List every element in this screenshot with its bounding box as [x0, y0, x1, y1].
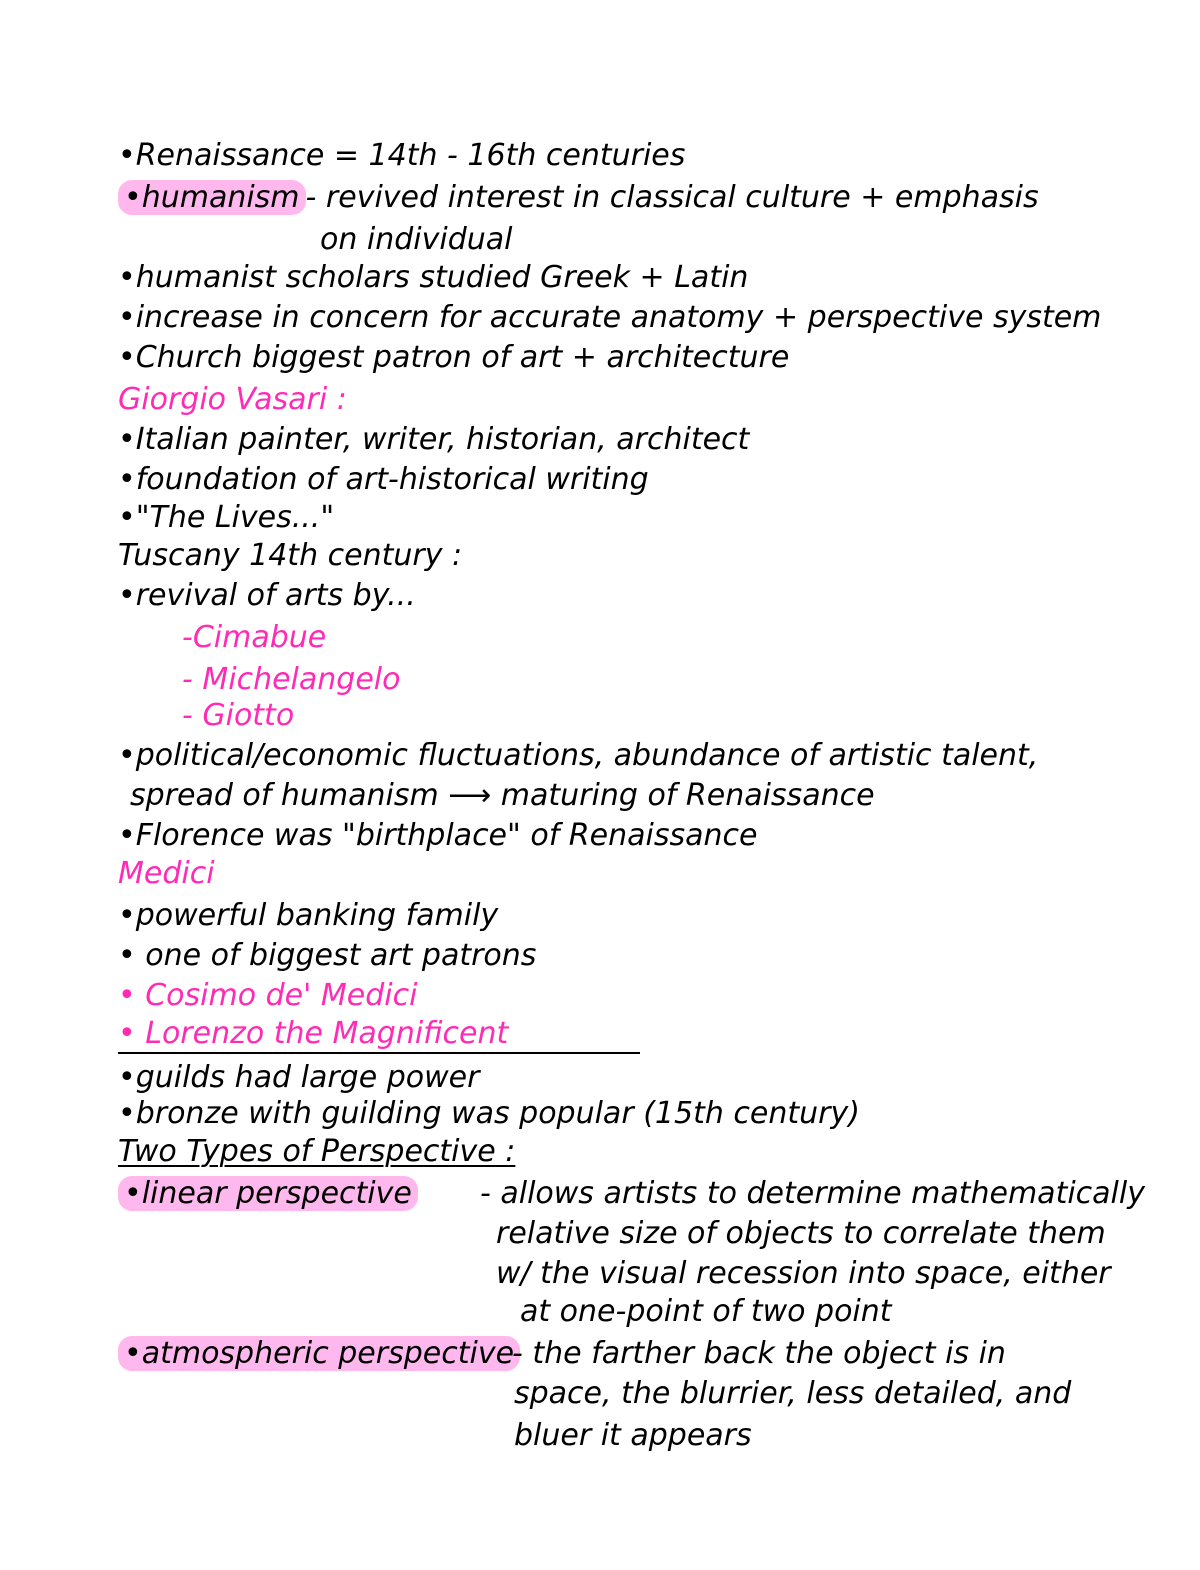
highlight-humanism: •humanism [118, 180, 306, 215]
note-renaissance: •Renaissance = 14th - 16th centuries [118, 138, 686, 173]
note-linear-perspective [118, 1176, 418, 1212]
linear-definition-3: w/ the visual recession into space, either [496, 1256, 1111, 1291]
note-revival: •revival of arts by... [118, 578, 416, 613]
linear-definition-1: - allows artists to determine mathematically [480, 1176, 1145, 1211]
heading-perspective: Two Types of Perspective : [118, 1134, 516, 1169]
highlight-linear-perspective: •linear perspective [118, 1176, 418, 1211]
note-humanist-scholars: •humanist scholars studied Greek + Latin [118, 260, 749, 295]
note-anatomy: •increase in concern for accurate anatomy + perspective system [118, 300, 1102, 335]
artist-cimabue: -Cimabue [182, 620, 327, 655]
atmospheric-definition-3: bluer it appears [514, 1418, 752, 1453]
note-bronze: •bronze with guilding was popular (15th century) [118, 1096, 860, 1131]
note-guilds: •guilds had large power [118, 1060, 480, 1095]
artist-giotto: - Giotto [182, 698, 295, 733]
linear-definition-4: at one-point of two point [520, 1294, 892, 1329]
note-medici-banking: •powerful banking family [118, 898, 499, 933]
note-atmospheric-perspective [118, 1336, 520, 1372]
heading-medici: Medici [118, 856, 215, 891]
note-political-cont: spread of humanism ⟶ maturing of Renaissance [130, 778, 875, 813]
note-church: •Church biggest patron of art + architecture [118, 340, 790, 375]
note-vasari-foundation: •foundation of art-historical writing [118, 462, 649, 497]
humanism-definition: - revived interest in classical culture + emphasis [305, 180, 1039, 215]
note-humanism [118, 180, 1039, 216]
note-florence: •Florence was "birthplace" of Renaissance [118, 818, 758, 853]
heading-vasari: Giorgio Vasari : [118, 382, 347, 417]
note-vasari-lives: •"The Lives..." [118, 500, 335, 535]
divider-line [118, 1052, 640, 1054]
medici-lorenzo: • Lorenzo the Magnificent [118, 1016, 509, 1051]
atmospheric-definition-1: - the farther back the object is in [512, 1336, 1006, 1371]
medici-cosimo: • Cosimo de' Medici [118, 978, 418, 1013]
atmospheric-definition-2: space, the blurrier, less detailed, and [514, 1376, 1072, 1411]
note-medici-patrons: • one of biggest art patrons [118, 938, 537, 973]
artist-michelangelo: - Michelangelo [182, 662, 401, 697]
note-political: •political/economic fluctuations, abundance of artistic talent, [118, 738, 1039, 773]
humanism-definition-cont: on individual [320, 222, 513, 257]
linear-definition-2: relative size of objects to correlate them [496, 1216, 1106, 1251]
note-vasari-roles: •Italian painter, writer, historian, architect [118, 422, 750, 457]
highlight-atmospheric-perspective: •atmospheric perspective [118, 1336, 520, 1371]
heading-tuscany: Tuscany 14th century : [118, 538, 463, 573]
